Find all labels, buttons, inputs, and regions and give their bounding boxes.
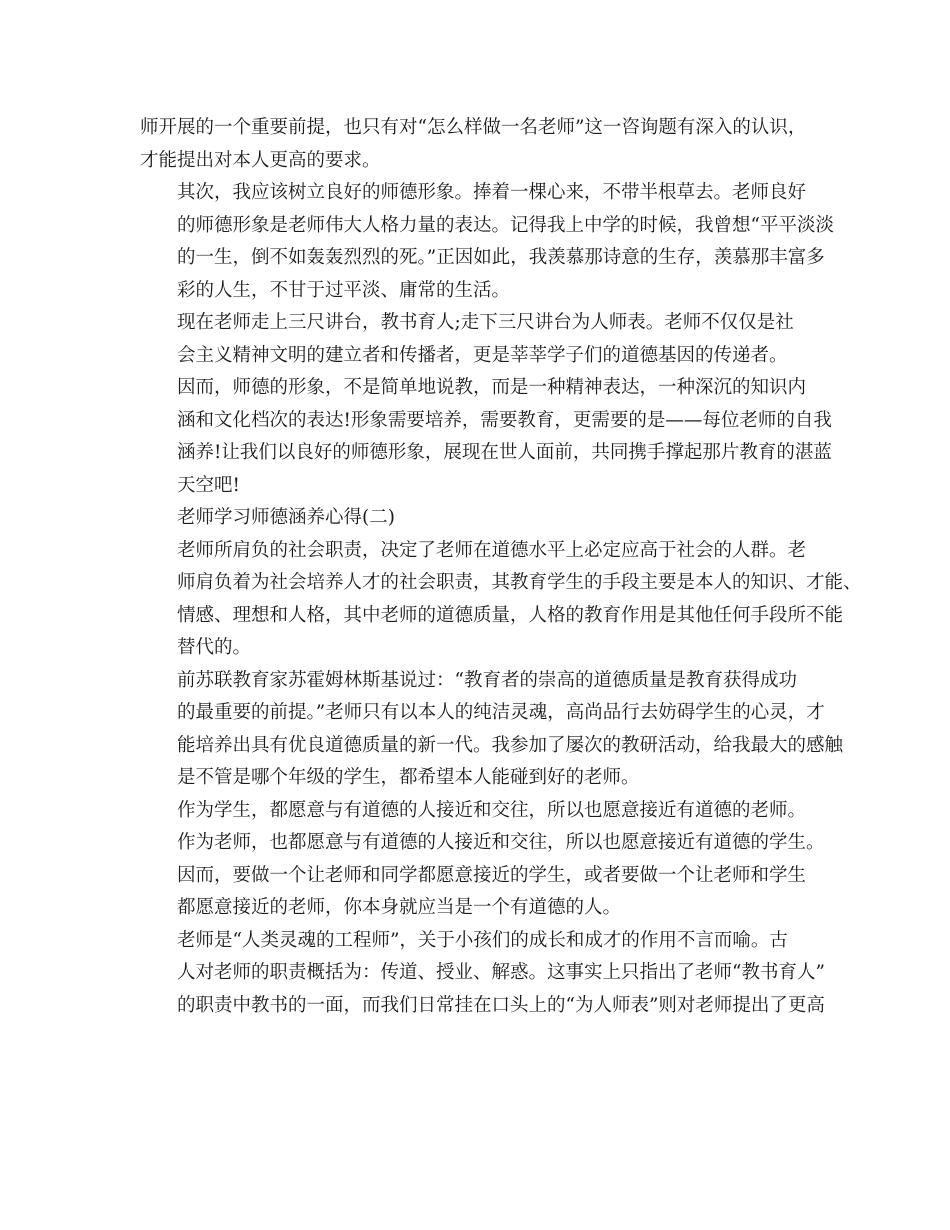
text-line: 现在老师走上三尺讲台，教书育人;走下三尺讲台为人师表。老师不仅仅是社 [177, 312, 794, 333]
document-page [140, 112, 862, 1022]
paragraph [140, 795, 825, 860]
paragraph [140, 307, 812, 372]
paragraph [140, 535, 862, 665]
text-line: 涵养!让我们以良好的师德形象，展现在世人面前，共同携手撑起那片教育的湛蓝 [177, 442, 832, 463]
text-line: 替代的。 [177, 637, 252, 658]
text-line: 会主义精神文明的建立者和传播者，更是莘莘学子们的道德基因的传递者。 [177, 344, 788, 366]
text-line: 能培养出具有优良道德质量的新一代。我参加了屡次的教研活动，给我最大的感触 [177, 734, 844, 756]
text-line: 彩的人生，不甘于过平淡、庸常的生活。 [177, 279, 511, 301]
text-line: 的职责中教书的一面，而我们日常挂在口头上的“为人师表”则对老师提出了更高 [177, 994, 825, 1016]
paragraph [140, 372, 832, 502]
text-line: 都愿意接近的老师，你本身就应当是一个有道德的人。 [177, 897, 622, 918]
text-line: 其次，我应该树立良好的师德形象。捧着一棵心来，不带半根草去。老师良好 [177, 182, 807, 203]
text-line: 师开展的一个重要前提，也只有对“怎么样做一名老师”这一咨询题有深入的认识， [140, 117, 807, 138]
text-line: 因而，师德的形象，不是简单地说教，而是一种精神表达，一种深沉的知识内 [177, 377, 807, 398]
text-line: 的一生，倒不如轰轰烈烈的死。”正因如此，我羡慕那诗意的生存，羡慕那丰富多 [177, 247, 825, 268]
text-line: 情感、理想和人格，其中老师的道德质量，人格的教育作用是其他任何手段所不能 [177, 604, 844, 626]
text-line: 老师是“人类灵魂的工程师”，关于小孩们的成长和成才的作用不言而喻。古 [177, 929, 788, 951]
text-line: 老师学习师德涵养心得(二) [177, 507, 395, 528]
text-line: 才能提出对本人更高的要求。 [140, 149, 381, 171]
text-line: 是不管是哪个年级的学生，都希望本人能碰到好的老师。 [177, 767, 640, 788]
paragraph [140, 860, 812, 925]
text-line: 老师所肩负的社会职责，决定了老师在道德水平上必定应高于社会的人群。老 [177, 539, 807, 561]
text-line: 因而，要做一个让老师和同学都愿意接近的学生，或者要做一个让老师和学生 [177, 864, 807, 886]
text-line: 师肩负着为社会培养人才的社会职责，其教育学生的手段主要是本人的知识、才能、 [177, 572, 862, 593]
paragraph [140, 112, 812, 177]
text-line: 天空吧! [177, 474, 240, 496]
text-line: 作为老师，也都愿意与有道德的人接近和交往，所以也愿意接近有道德的学生。 [177, 832, 825, 853]
paragraph [140, 925, 825, 1023]
paragraph [140, 665, 844, 795]
text-line: 前苏联教育家苏霍姆林斯基说过：“教育者的崇高的道德质量是教育获得成功 [177, 669, 797, 691]
text-line: 人对老师的职责概括为：传道、授业、解惑。这事实上只指出了老师“教书育人” [177, 962, 825, 983]
section-heading [140, 502, 812, 535]
text-line: 的最重要的前提。”老师只有以本人的纯洁灵魂，高尚品行去妨碍学生的心灵，才 [177, 702, 825, 723]
text-line: 涵和文化档次的表达!形象需要培养，需要教育，更需要的是——每位老师的自我 [177, 409, 832, 431]
text-line: 的师德形象是老师伟大人格力量的表达。记得我上中学的时候，我曾想“平平淡淡 [177, 214, 834, 236]
paragraph [140, 177, 834, 307]
text-line: 作为学生，都愿意与有道德的人接近和交往，所以也愿意接近有道德的老师。 [177, 799, 807, 821]
